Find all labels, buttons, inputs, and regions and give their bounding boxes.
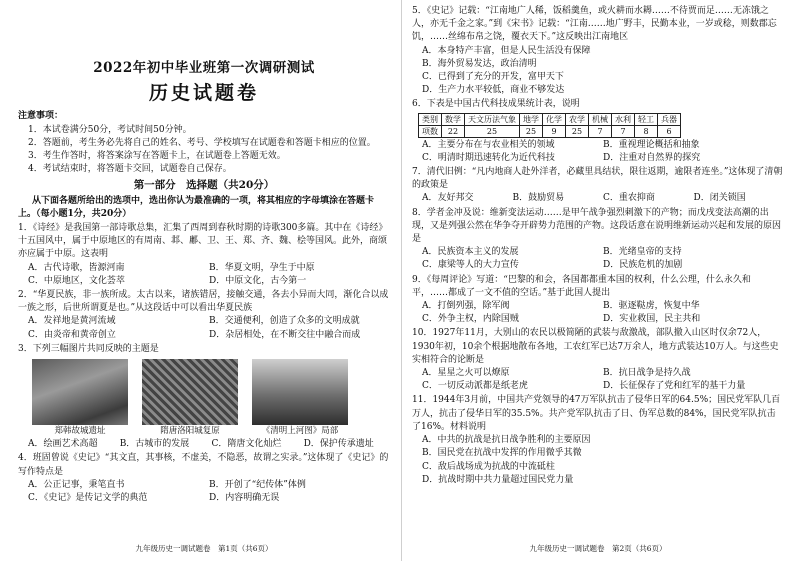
table-cell: 7 bbox=[589, 125, 612, 137]
q10-option-d: D．长征保存了党和红军的基干力量 bbox=[603, 381, 746, 392]
q1-option-a: A．古代诗歌，皆源河南 bbox=[28, 262, 125, 273]
q2-option-d: D．杂居相处，在不断交往中融合而成 bbox=[209, 329, 361, 340]
q11-option-b: B．国民党在抗战中发挥的作用微乎其微 bbox=[422, 448, 582, 459]
q7-option-a: A．友好邦交 bbox=[422, 193, 474, 204]
q4-option-b: B．开创了“纪传体”体例 bbox=[209, 479, 306, 490]
q6-option-a: A．主要分布在与农业相关的领域 bbox=[422, 139, 555, 150]
q6-option-d: D．注重对自然界的探究 bbox=[603, 152, 701, 163]
question-10-stem: 10．1927年11月，大别山的农民以极简陋的武装与敌激战，部队撤入山区时仅余72人，1930年初，10余个根据地散布各地，工农红军已达7万余人，地方武装达10万人。与这些史实相符合的论断是 bbox=[412, 328, 779, 365]
question-10 bbox=[412, 327, 784, 393]
q1-option-d: D．中原文化，古今第一 bbox=[209, 275, 307, 286]
section-heading: 第一部分 选择题（共20分） bbox=[133, 179, 275, 192]
question-3 bbox=[18, 343, 390, 452]
q10-option-c: C．一切反动派都是纸老虎 bbox=[422, 381, 528, 392]
table-header: 地学 bbox=[520, 113, 543, 125]
q4-option-c: C．《史记》是传记文学的典范 bbox=[28, 493, 148, 504]
table-header: 水利 bbox=[612, 113, 635, 125]
q3-option-d: D．保护传承遗址 bbox=[303, 439, 374, 450]
q11-option-a: A．中共的抗战是抗日战争胜利的主要原因 bbox=[422, 435, 591, 446]
q2-option-c: C．由炎帝和黄帝创立 bbox=[28, 329, 116, 340]
notes-heading: 注意事项： bbox=[18, 111, 64, 122]
table-header: 天文历法气象 bbox=[465, 113, 520, 125]
caption-2: 隋唐洛阳城复原 bbox=[160, 426, 220, 437]
question-6-stem: 6．下表是中国古代科技成果统计表，说明 bbox=[412, 99, 580, 110]
q10-option-b: B．抗日战争是持久战 bbox=[603, 368, 691, 379]
q10-option-a: A．星星之火可以燎原 bbox=[422, 368, 510, 379]
q9-option-d: D．实业救国，民主共和 bbox=[603, 314, 701, 325]
question-1-stem: 1．《诗经》是我国第一部诗歌总集，汇集了西周到春秋时期的诗歌300多篇。其中在《诗经》十五国风中，属于中原地区的有周南、邶、鄘、卫、王、郑、齐、魏、桧等国风。此外，商颂亦应属于中原。这表明 bbox=[18, 223, 388, 260]
note-1: 1．本试卷满分50分，考试时间50分钟。 bbox=[28, 124, 192, 135]
q2-option-a: A．发祥地是黄河流域 bbox=[28, 316, 116, 327]
question-4-stem: 4．班固曾说《史记》“其文直，其事核，不虚美，不隐恶，故谓之实录。”这体现了《史记》的写作特点是 bbox=[18, 453, 389, 477]
q7-option-d: D．闭关锁国 bbox=[693, 193, 746, 204]
page-1 bbox=[18, 0, 390, 561]
q3-option-a: A．绘画艺术高超 bbox=[28, 439, 98, 450]
q9-option-a: A．打倒列强，除军阀 bbox=[422, 301, 510, 312]
section-instruction: 从下面各题所给出的选项中，选出你认为最准确的一项，将其相应的字母填涂在答题卡上。（每小题1分，共20分） bbox=[18, 195, 375, 219]
caption-3: 《清明上河图》局部 bbox=[261, 426, 339, 437]
table-header-row bbox=[419, 113, 681, 125]
question-11-stem: 11．1944年3月前，中国共产党领导的47万军队抗击了侵华日军的64.5%；国民党军队几百万人，抗击了侵华日军的35.5%。共产党军队抗击了日、伪军总数的84%，国民党军队抗击了16%。材料说明 bbox=[412, 395, 781, 432]
question-3-stem: 3．下列三幅图片共同反映的主题是 bbox=[18, 343, 159, 354]
question-6 bbox=[412, 98, 784, 165]
question-5-stem: 5．《史记》记载：“江南地广人稀，饭稻羹鱼，或火耕而水耨……不待贾而足……无冻饿之人，亦无千金之家。”到《宋书》记载：“江南……地广野丰，民勤本业，一岁或稔，则数郡忘饥，……丝绵布帛之饶，覆衣天下。”这反映出江南地区 bbox=[412, 6, 777, 43]
tech-table bbox=[418, 113, 681, 138]
photo-zhenghan-ruins bbox=[32, 359, 128, 425]
paper-title: 历史试题卷 bbox=[148, 82, 259, 105]
question-1 bbox=[18, 222, 390, 288]
question-11 bbox=[412, 394, 784, 486]
q5-option-c: C．已得到了充分的开发，富甲天下 bbox=[422, 72, 564, 83]
q8-option-a: A．民族资本主义的发展 bbox=[422, 247, 519, 258]
q6-option-b: B．重视理论概括和抽象 bbox=[603, 139, 700, 150]
question-4 bbox=[18, 452, 390, 505]
table-cell: 8 bbox=[635, 125, 658, 137]
q11-option-c: C．敌后战场成为抗战的中流砥柱 bbox=[422, 461, 555, 472]
table-cell: 25 bbox=[465, 125, 520, 137]
photo-luoyang-city bbox=[142, 359, 238, 425]
table-header: 轻工 bbox=[635, 113, 658, 125]
q8-option-c: C．康梁等人的大力宣传 bbox=[422, 260, 519, 271]
table-header: 化学 bbox=[543, 113, 566, 125]
table-cell: 6 bbox=[658, 125, 681, 137]
q1-option-b: B．华夏文明，孕生于中原 bbox=[209, 262, 315, 273]
q2-option-b: B．交通便利，创造了众多的文明成就 bbox=[209, 316, 360, 327]
page-1-footer: 九年级历史一调试题卷 第1页（共6页） bbox=[135, 543, 273, 553]
note-4: 4．考试结束时，将答题卡交回，试题卷自己保存。 bbox=[28, 164, 232, 175]
table-row-label: 项数 bbox=[419, 125, 442, 137]
note-2: 2．答题前，考生务必先将自己的姓名、考号、学校填写在试题卷和答题卡相应的位置。 bbox=[28, 137, 376, 148]
question-7 bbox=[412, 166, 784, 206]
photo-qingming-painting bbox=[252, 359, 348, 425]
q3-option-c: C．隋唐文化灿烂 bbox=[211, 439, 282, 450]
q4-option-d: D．内容明确无误 bbox=[209, 493, 280, 504]
q6-option-c: C．明清时期迅速转化为近代科技 bbox=[422, 152, 555, 163]
q5-option-b: B．海外贸易发达，政治清明 bbox=[422, 58, 537, 69]
q7-option-c: C．重农抑商 bbox=[603, 193, 655, 204]
question-8-stem: 8．学者金冲及说：维新变法运动……是甲午战争强烈刺激下的产物；而戊戌变法高潮的出现，又是列强公然在华争夺开辟势力范围的产物。这段话意在说明维新运动兴起和发展的原因是 bbox=[412, 207, 782, 245]
q4-option-a: A．公正记事，秉笔直书 bbox=[28, 479, 125, 490]
question-9 bbox=[412, 274, 784, 327]
question-7-stem: 7．清代旧例：“凡内地商人赴外洋者，必藏里具结状，限往返期，逾限者连坐。”这体现了清朝的政策是 bbox=[412, 167, 783, 191]
question-5 bbox=[412, 5, 784, 97]
q7-option-b: B．鼓励贸易 bbox=[512, 193, 565, 204]
q5-option-a: A．本身特产丰富，但是人民生活没有保障 bbox=[422, 45, 591, 56]
table-cell: 25 bbox=[520, 125, 543, 137]
table-cell: 22 bbox=[442, 125, 465, 137]
q9-option-b: B．驱逐鞑虏，恢复中华 bbox=[603, 301, 700, 312]
q8-option-b: B．光绪皇帝的支持 bbox=[603, 247, 682, 258]
page-2-footer: 九年级历史一调试题卷 第2页（共6页） bbox=[529, 543, 667, 553]
question-2 bbox=[18, 289, 390, 342]
question-9-stem: 9．《每周评论》写道：“巴黎的和会，各国都都重本国的权利，什么公理，什么永久和平，……都成了一文不值的空话。”基于此国人提出 bbox=[412, 274, 751, 298]
q3-option-b: B．古城市的发展 bbox=[119, 439, 190, 450]
table-row bbox=[419, 125, 681, 137]
caption-1: 郑韩故城遗址 bbox=[54, 426, 106, 437]
table-cell: 25 bbox=[566, 125, 589, 137]
question-8 bbox=[412, 207, 784, 273]
page-2 bbox=[412, 0, 784, 561]
q11-option-d: D．抗战时期中共力量超过国民党力量 bbox=[422, 474, 574, 485]
q9-option-c: C．外争主权，内除国贼 bbox=[422, 314, 519, 325]
table-cell: 7 bbox=[612, 125, 635, 137]
q1-option-c: C．中原地区，文化荟萃 bbox=[28, 275, 125, 286]
q5-option-d: D．生产力水平较低，商业不够发达 bbox=[422, 85, 565, 96]
table-header: 数学 bbox=[442, 113, 465, 125]
table-header: 机械 bbox=[589, 113, 612, 125]
exam-title: 2022年初中毕业班第一次调研测试 bbox=[93, 60, 315, 76]
q8-option-d: D．民族危机的加剧 bbox=[603, 260, 683, 271]
table-header: 兵器 bbox=[658, 113, 681, 125]
question-2-stem: 2．“华夏民族，非一族所成。太古以来，诸族错居，接触交通，各去小异而大同，渐化合以成一族之形，后世所谓夏是也。”从这段话中可以看出华夏民族 bbox=[18, 290, 389, 314]
note-3: 3．考生作答时，将答案涂写在答题卡上，在试题卷上答题无效。 bbox=[28, 151, 286, 162]
table-cell: 9 bbox=[543, 125, 566, 137]
table-header: 农学 bbox=[566, 113, 589, 125]
table-header: 类别 bbox=[419, 113, 442, 125]
page-divider bbox=[401, 0, 402, 561]
